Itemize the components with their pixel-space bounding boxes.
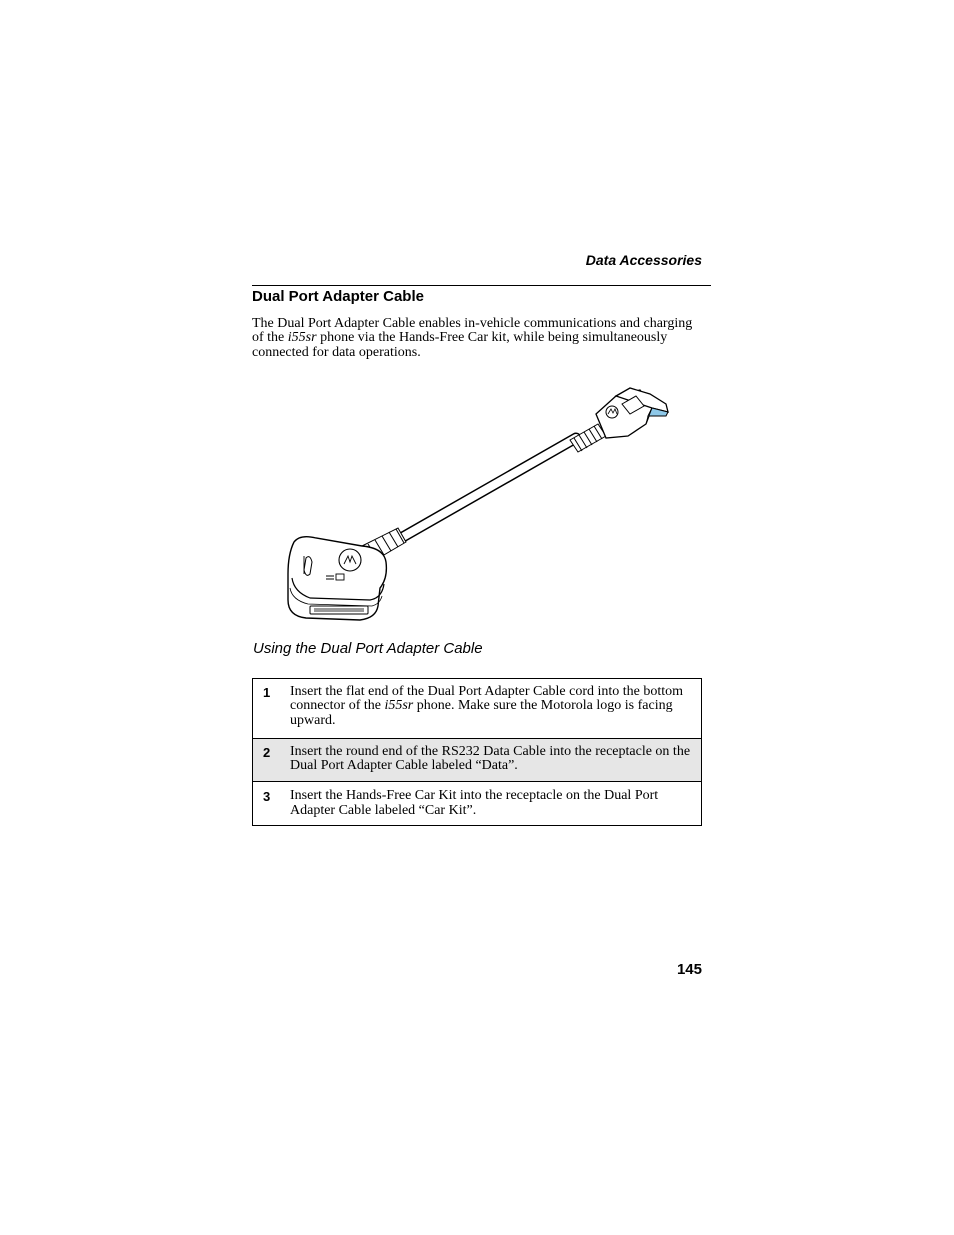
step-number: 1 [263,685,271,700]
step-text: Insert the Hands-Free Car Kit into the receptacle on the Dual Port Adapter Cable labeled “Car Kit”. [290,788,659,818]
connector-strain-relief [570,424,606,452]
header-rule [252,285,711,286]
step-1-model: i55sr [384,698,414,714]
adapter-cable-illustration [280,378,680,626]
intro-paragraph [252,317,704,360]
intro-text-2: phone via the Hands-Free Car kit, while being simultaneously connected for data operations. [252,330,668,360]
step-number: 2 [263,744,271,760]
intro-text-1: The Dual Port Adapter Cable enables in-vehicle communications and charging of the [252,316,693,346]
step-row-3 [253,781,701,825]
section-title: Dual Port Adapter Cable [252,288,424,305]
page-number: 145 [676,961,702,978]
step-row-2 [253,738,701,782]
step-number: 3 [263,789,271,805]
running-header: Data Accessories [585,252,702,268]
step-text [290,685,701,728]
step-text: Insert the round end of the RS232 Data Cable into the receptacle on the Dual Port Adapter Cable labeled “Data”. [290,743,691,774]
step-1-text-2: phone. Make sure the Motorola logo is facing upward. [290,698,673,728]
step-1-text-1: Insert the flat end of the Dual Port Adapter Cable cord into the bottom connector of the [290,684,684,714]
intro-model: i55sr [287,330,317,346]
phone-connector [596,388,668,438]
dual-port-hub [288,537,386,620]
step-row-1 [253,679,701,738]
procedure-title: Using the Dual Port Adapter Cable [253,640,483,657]
steps-table [252,678,702,826]
